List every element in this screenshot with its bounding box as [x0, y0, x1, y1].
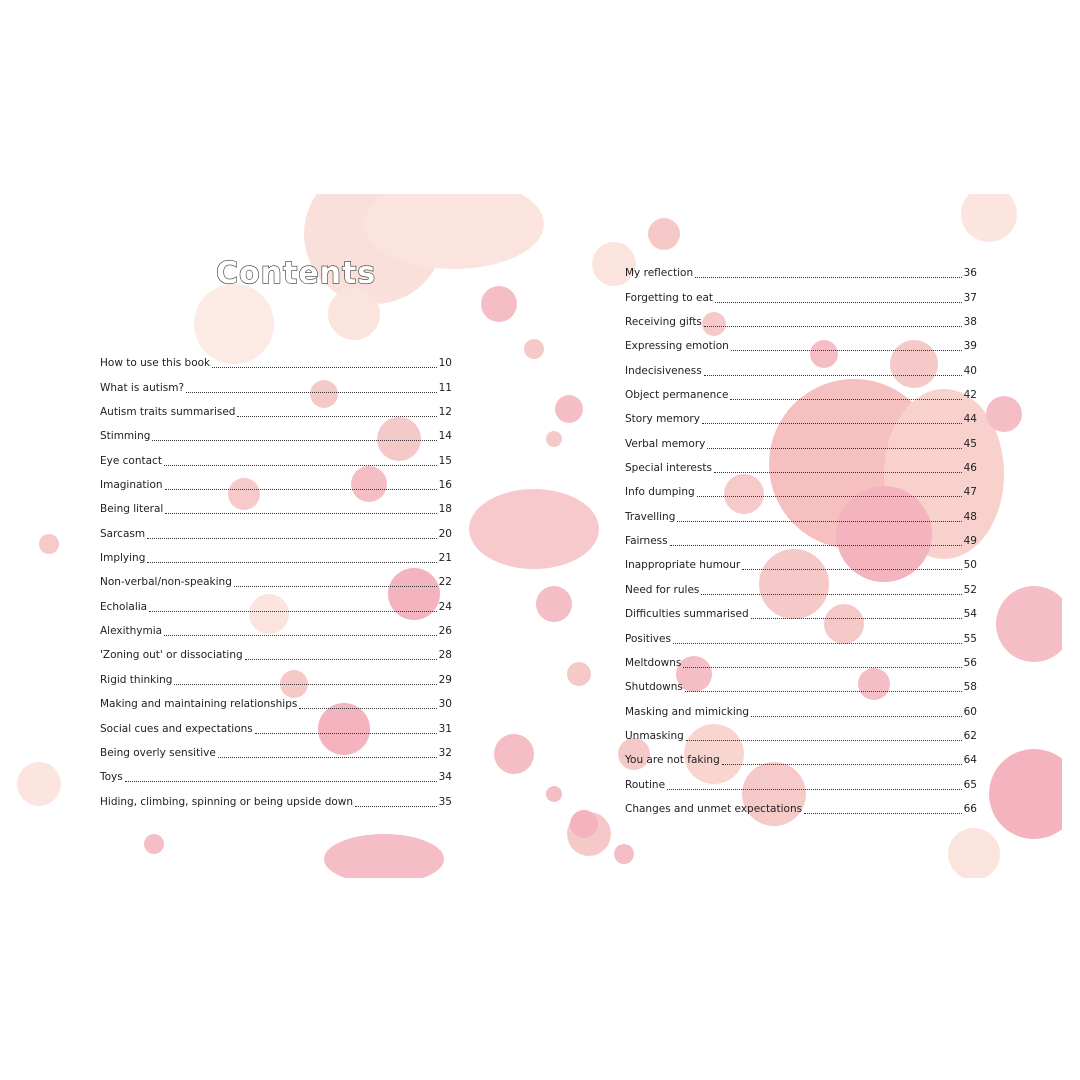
- toc-entry-page: 21: [438, 552, 452, 565]
- dot-leader: [667, 788, 962, 790]
- toc-entry-page: 48: [963, 510, 977, 523]
- toc-entry-label: Difficulties summarised: [625, 608, 749, 621]
- dot-leader: [751, 715, 962, 717]
- toc-entry[interactable]: [625, 767, 977, 791]
- toc-entry-label: Routine: [625, 778, 666, 791]
- toc-entry[interactable]: [100, 589, 452, 613]
- toc-entry-page: 12: [438, 406, 452, 419]
- toc-entry-page: 47: [963, 486, 977, 499]
- toc-entry-label: Changes and unmet expectations: [625, 802, 803, 815]
- toc-entry[interactable]: [100, 662, 452, 686]
- dot-leader: [715, 301, 962, 303]
- toc-entry-page: 38: [963, 316, 977, 329]
- toc-entry[interactable]: [625, 719, 977, 743]
- toc-entry-label: Unmasking: [625, 729, 684, 742]
- toc-entry[interactable]: [625, 426, 977, 450]
- toc-entry-label: Sarcasm: [100, 527, 146, 540]
- toc-entry[interactable]: [100, 541, 452, 565]
- toc-entry[interactable]: [100, 346, 452, 370]
- dot-leader: [165, 512, 436, 514]
- page-title: Contents: [216, 256, 377, 291]
- dot-leader: [683, 666, 961, 668]
- toc-entry-label: Eye contact: [100, 454, 162, 467]
- toc-entry[interactable]: [625, 694, 977, 718]
- toc-entry-label: Travelling: [625, 510, 676, 523]
- toc-entry[interactable]: [100, 565, 452, 589]
- dot-leader: [164, 634, 437, 636]
- toc-entry-label: Receiving gifts: [625, 316, 702, 329]
- toc-entry-page: 40: [963, 364, 977, 377]
- dot-leader: [147, 537, 437, 539]
- toc-entry-label: Story memory: [625, 413, 700, 426]
- toc-entry-label: Rigid thinking: [100, 673, 173, 686]
- toc-entry[interactable]: [100, 492, 452, 516]
- toc-entry-label: Stimming: [100, 430, 151, 443]
- dot-leader: [677, 520, 961, 522]
- toc-entry[interactable]: [625, 280, 977, 304]
- dot-leader: [125, 780, 437, 782]
- toc-entry-label: My reflection: [625, 267, 694, 280]
- toc-entry[interactable]: [100, 516, 452, 540]
- toc-entry-label: Making and maintaining relationships: [100, 698, 298, 711]
- toc-entry-label: How to use this book: [100, 357, 211, 370]
- toc-entry[interactable]: [100, 760, 452, 784]
- toc-entry[interactable]: [625, 475, 977, 499]
- toc-entry[interactable]: [625, 621, 977, 645]
- toc-entry-label: Forgetting to eat: [625, 291, 714, 304]
- toc-entry-page: 55: [963, 632, 977, 645]
- toc-entry-label: 'Zoning out' or dissociating: [100, 649, 243, 662]
- toc-entry[interactable]: [100, 614, 452, 638]
- toc-entry-page: 36: [963, 267, 977, 280]
- toc-entry-page: 60: [963, 705, 977, 718]
- toc-entry[interactable]: [100, 711, 452, 735]
- toc-entry-page: 54: [963, 608, 977, 621]
- toc-entry[interactable]: [625, 329, 977, 353]
- toc-entry-label: Autism traits summarised: [100, 406, 236, 419]
- toc-entry-page: 37: [963, 291, 977, 304]
- toc-entry[interactable]: [625, 670, 977, 694]
- dot-leader: [147, 561, 436, 563]
- dot-leader: [237, 415, 436, 417]
- dot-leader: [234, 585, 437, 587]
- toc-entry-label: Info dumping: [625, 486, 695, 499]
- dot-leader: [152, 439, 436, 441]
- dot-leader: [186, 391, 437, 393]
- toc-entry-label: Shutdowns: [625, 681, 683, 694]
- toc-entry[interactable]: [625, 305, 977, 329]
- dot-leader: [730, 398, 961, 400]
- dot-leader: [218, 756, 437, 758]
- toc-entry-label: Fairness: [625, 535, 668, 548]
- dot-leader: [174, 683, 436, 685]
- toc-entry-label: Object permanence: [625, 389, 729, 402]
- toc-entry-page: 35: [438, 795, 452, 808]
- toc-entry-label: Echolalia: [100, 600, 148, 613]
- dot-leader: [212, 366, 436, 368]
- dot-leader: [245, 658, 437, 660]
- toc-entry[interactable]: [100, 736, 452, 760]
- toc-entry[interactable]: [100, 468, 452, 492]
- toc-entry-page: 20: [438, 527, 452, 540]
- toc-entry-page: 46: [963, 462, 977, 475]
- toc-entry-label: Alexithymia: [100, 625, 163, 638]
- dot-leader: [299, 707, 436, 709]
- dot-leader: [673, 642, 962, 644]
- toc-entry-page: 64: [963, 754, 977, 767]
- toc-entry-page: 52: [963, 583, 977, 596]
- dot-leader: [695, 276, 962, 278]
- toc-entry[interactable]: [625, 524, 977, 548]
- toc-entry-page: 10: [438, 357, 452, 370]
- toc-entry-page: 66: [963, 802, 977, 815]
- toc-entry[interactable]: [625, 792, 977, 816]
- toc-entry-page: 34: [438, 771, 452, 784]
- toc-entry-label: Inappropriate humour: [625, 559, 741, 572]
- toc-entry-page: 24: [438, 600, 452, 613]
- dot-leader: [704, 374, 962, 376]
- dot-leader: [722, 763, 962, 765]
- toc-entry-page: 65: [963, 778, 977, 791]
- dot-leader: [704, 325, 962, 327]
- toc-entry-label: You are not faking: [625, 754, 720, 767]
- toc-entry[interactable]: [100, 443, 452, 467]
- toc-entry-page: 29: [438, 673, 452, 686]
- dot-leader: [804, 812, 962, 814]
- toc-entry-label: Implying: [100, 552, 146, 565]
- dot-leader: [751, 617, 962, 619]
- toc-entry-page: 30: [438, 698, 452, 711]
- toc-entry-page: 26: [438, 625, 452, 638]
- toc-entry[interactable]: [100, 370, 452, 394]
- toc-entry[interactable]: [625, 402, 977, 426]
- toc-entry[interactable]: [625, 353, 977, 377]
- dot-leader: [697, 495, 962, 497]
- dot-leader: [164, 464, 437, 466]
- toc-entry-page: 49: [963, 535, 977, 548]
- dot-leader: [707, 447, 961, 449]
- toc-entry-label: Being literal: [100, 503, 164, 516]
- toc-entry-label: Toys: [100, 771, 123, 784]
- toc-entry-label: Positives: [625, 632, 671, 645]
- toc-entry[interactable]: [100, 419, 452, 443]
- toc-entry-page: 22: [438, 576, 452, 589]
- toc-entry-page: 28: [438, 649, 452, 662]
- toc-entry-page: 18: [438, 503, 452, 516]
- toc-right-column: [625, 256, 977, 816]
- toc-entry-label: Meltdowns: [625, 656, 682, 669]
- dot-leader: [686, 739, 962, 741]
- toc-entry[interactable]: [625, 548, 977, 572]
- toc-entry[interactable]: [625, 597, 977, 621]
- toc-entry[interactable]: [625, 499, 977, 523]
- dot-leader: [355, 805, 437, 807]
- toc-entry-label: Verbal memory: [625, 437, 706, 450]
- toc-entry-label: Special interests: [625, 462, 712, 475]
- toc-entry[interactable]: [625, 256, 977, 280]
- toc-entry-label: Social cues and expectations: [100, 722, 253, 735]
- toc-entry-label: Indecisiveness: [625, 364, 702, 377]
- toc-entry[interactable]: [625, 743, 977, 767]
- toc-entry-page: 16: [438, 479, 452, 492]
- toc-entry-label: What is autism?: [100, 381, 185, 394]
- toc-entry[interactable]: [625, 572, 977, 596]
- toc-entry-page: 15: [438, 454, 452, 467]
- dot-leader: [714, 471, 962, 473]
- toc-entry-label: Imagination: [100, 479, 163, 492]
- toc-entry-label: Being overly sensitive: [100, 746, 216, 759]
- toc-entry-page: 42: [963, 389, 977, 402]
- toc-entry-label: Expressing emotion: [625, 340, 729, 353]
- dot-leader: [670, 544, 962, 546]
- toc-entry-page: 11: [438, 381, 452, 394]
- dot-leader: [685, 690, 962, 692]
- toc-entry-label: Need for rules: [625, 583, 700, 596]
- toc-entry[interactable]: [100, 638, 452, 662]
- toc-entry-page: 56: [963, 656, 977, 669]
- toc-entry-page: 39: [963, 340, 977, 353]
- toc-entry-page: 58: [963, 681, 977, 694]
- toc-entry-label: Masking and mimicking: [625, 705, 750, 718]
- toc-entry[interactable]: [100, 395, 452, 419]
- dot-leader: [165, 488, 437, 490]
- toc-entry[interactable]: [625, 378, 977, 402]
- toc-entry-label: Hiding, climbing, spinning or being upside down: [100, 795, 354, 808]
- toc-entry-page: 50: [963, 559, 977, 572]
- toc-entry-page: 32: [438, 746, 452, 759]
- dot-leader: [742, 568, 961, 570]
- toc-entry[interactable]: [625, 646, 977, 670]
- dot-leader: [701, 593, 961, 595]
- toc-entry-page: 14: [438, 430, 452, 443]
- toc-entry-page: 62: [963, 729, 977, 742]
- toc-entry-page: 45: [963, 437, 977, 450]
- dot-leader: [255, 732, 437, 734]
- dot-leader: [731, 349, 962, 351]
- toc-entry[interactable]: [625, 451, 977, 475]
- toc-entry-label: Non-verbal/non-speaking: [100, 576, 232, 589]
- dot-leader: [702, 422, 962, 424]
- toc-entry[interactable]: [100, 784, 452, 808]
- toc-entry-page: 31: [438, 722, 452, 735]
- dot-leader: [149, 610, 437, 612]
- toc-left-column: [100, 346, 452, 809]
- toc-entry[interactable]: [100, 687, 452, 711]
- toc-entry-page: 44: [963, 413, 977, 426]
